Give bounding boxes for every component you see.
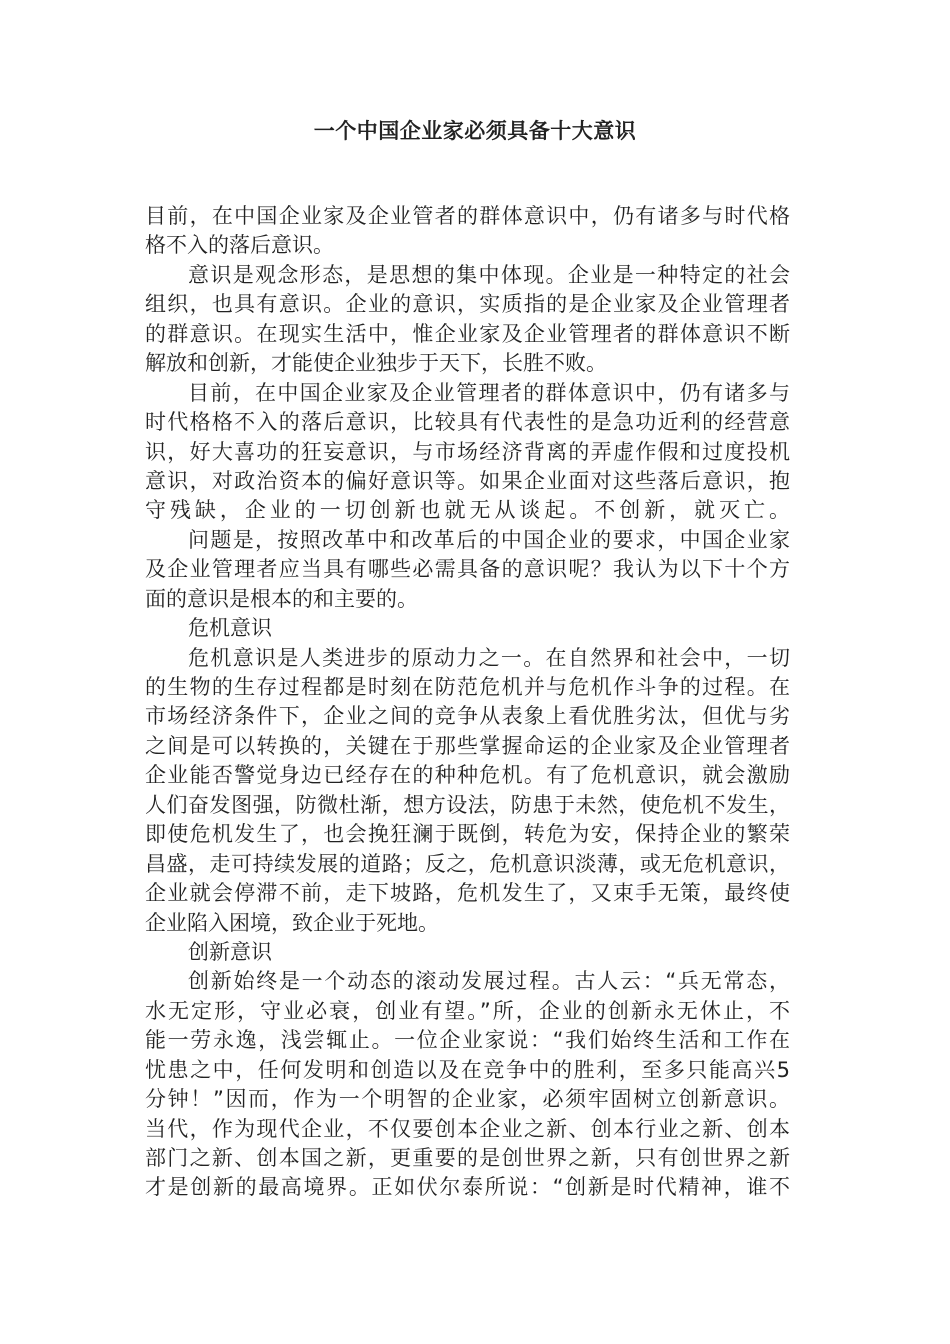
- text-line: 问题是，按照改革中和改革后的中国企业的要求，中国企业家: [188, 527, 790, 552]
- text-line: 企业能否警觉身边已经存在的种种危机。有了危机意识，就会激励: [145, 763, 790, 788]
- text-line: 分钟！”因而，作为一个明智的企业家，必须牢固树立创新意识。: [145, 1087, 790, 1112]
- text-line: 目前，在中国企业家及企业管者的群体意识中，仍有诸多与时代格: [145, 204, 790, 228]
- document-title: 一个中国企业家必须具备十大意识: [313, 119, 637, 143]
- text-line: 守残缺，企业的一切创新也就无从谈起。不创新，就灭亡。: [145, 498, 790, 523]
- text-line: 企业陷入困境，致企业于死地。: [145, 910, 439, 935]
- text-line: 水无定形，守业必衰，创业有望。”所，企业的创新永无休止，不: [145, 998, 790, 1023]
- text-line: 格不入的落后意识。: [145, 233, 334, 258]
- text-line: 部门之新、创本国之新，更重要的是创世界之新，只有创世界之新: [145, 1146, 790, 1170]
- text-line: 意识是观念形态，是思想的集中体现。企业是一种特定的社会: [188, 262, 790, 287]
- text-line: 能一劳永逸，浅尝辄止。一位企业家说：“我们始终生活和工作在: [145, 1028, 790, 1053]
- text-line: 目前，在中国企业家及企业管理者的群体意识中，仍有诸多与: [188, 380, 790, 405]
- text-line: 昌盛，走可持续发展的道路；反之，危机意识淡薄，或无危机意识，: [145, 851, 790, 876]
- text-line: 解放和创新，才能使企业独步于天下，长胜不败。: [145, 351, 607, 376]
- text-line: 及企业管理者应当具有哪些必需具备的意识呢？我认为以下十个方: [145, 557, 790, 582]
- text-line: 创新意识: [188, 939, 272, 964]
- text-line: 即使危机发生了，也会挽狂澜于既倒，转危为安，保持企业的繁荣: [145, 822, 790, 847]
- text-line: 危机意识: [188, 616, 272, 641]
- text-line: 的群意识。在现实生活中，惟企业家及企业管理者的群体意识不断: [145, 321, 790, 346]
- text-line: 意识，对政治资本的偏好意识等。如果企业面对这些落后意识，抱: [145, 468, 790, 493]
- text-line: 的生物的生存过程都是时刻在防范危机并与危机作斗争的过程。在: [145, 675, 790, 699]
- text-line: 当代，作为现代企业，不仅要创本企业之新、创本行业之新、创本: [145, 1116, 790, 1141]
- text-line: 人们奋发图强，防微杜渐，想方设法，防患于未然，使危机不发生，: [145, 792, 790, 817]
- text-line: 忧患之中，任何发明和创造以及在竞争中的胜利，至多只能高兴5: [145, 1057, 790, 1082]
- text-line: 面的意识是根本的和主要的。: [145, 586, 418, 611]
- text-line: 识，好大喜功的狂妄意识，与市场经济背离的弄虚作假和过度投机: [145, 439, 790, 464]
- text-line: 创新始终是一个动态的滚动发展过程。古人云：“兵无常态，: [188, 969, 790, 994]
- text-line: 市场经济条件下，企业之间的竞争从表象上看优胜劣汰，但优与劣: [145, 704, 790, 729]
- text-line: 组织，也具有意识。企业的意识，实质指的是企业家及企业管理者: [145, 292, 790, 317]
- text-line: 企业就会停滞不前，走下坡路，危机发生了，又束手无策，最终使: [145, 881, 790, 906]
- text-line: 之间是可以转换的，关键在于那些掌握命运的企业家及企业管理者: [145, 733, 790, 758]
- document-body: [145, 202, 790, 1203]
- text-line: 才是创新的最高境界。正如伏尔泰所说：“创新是时代精神，谁不: [145, 1175, 790, 1200]
- text-line: 危机意识是人类进步的原动力之一。在自然界和社会中，一切: [188, 645, 790, 670]
- text-line: 时代格格不入的落后意识，比较具有代表性的是急功近利的经营意: [145, 410, 790, 435]
